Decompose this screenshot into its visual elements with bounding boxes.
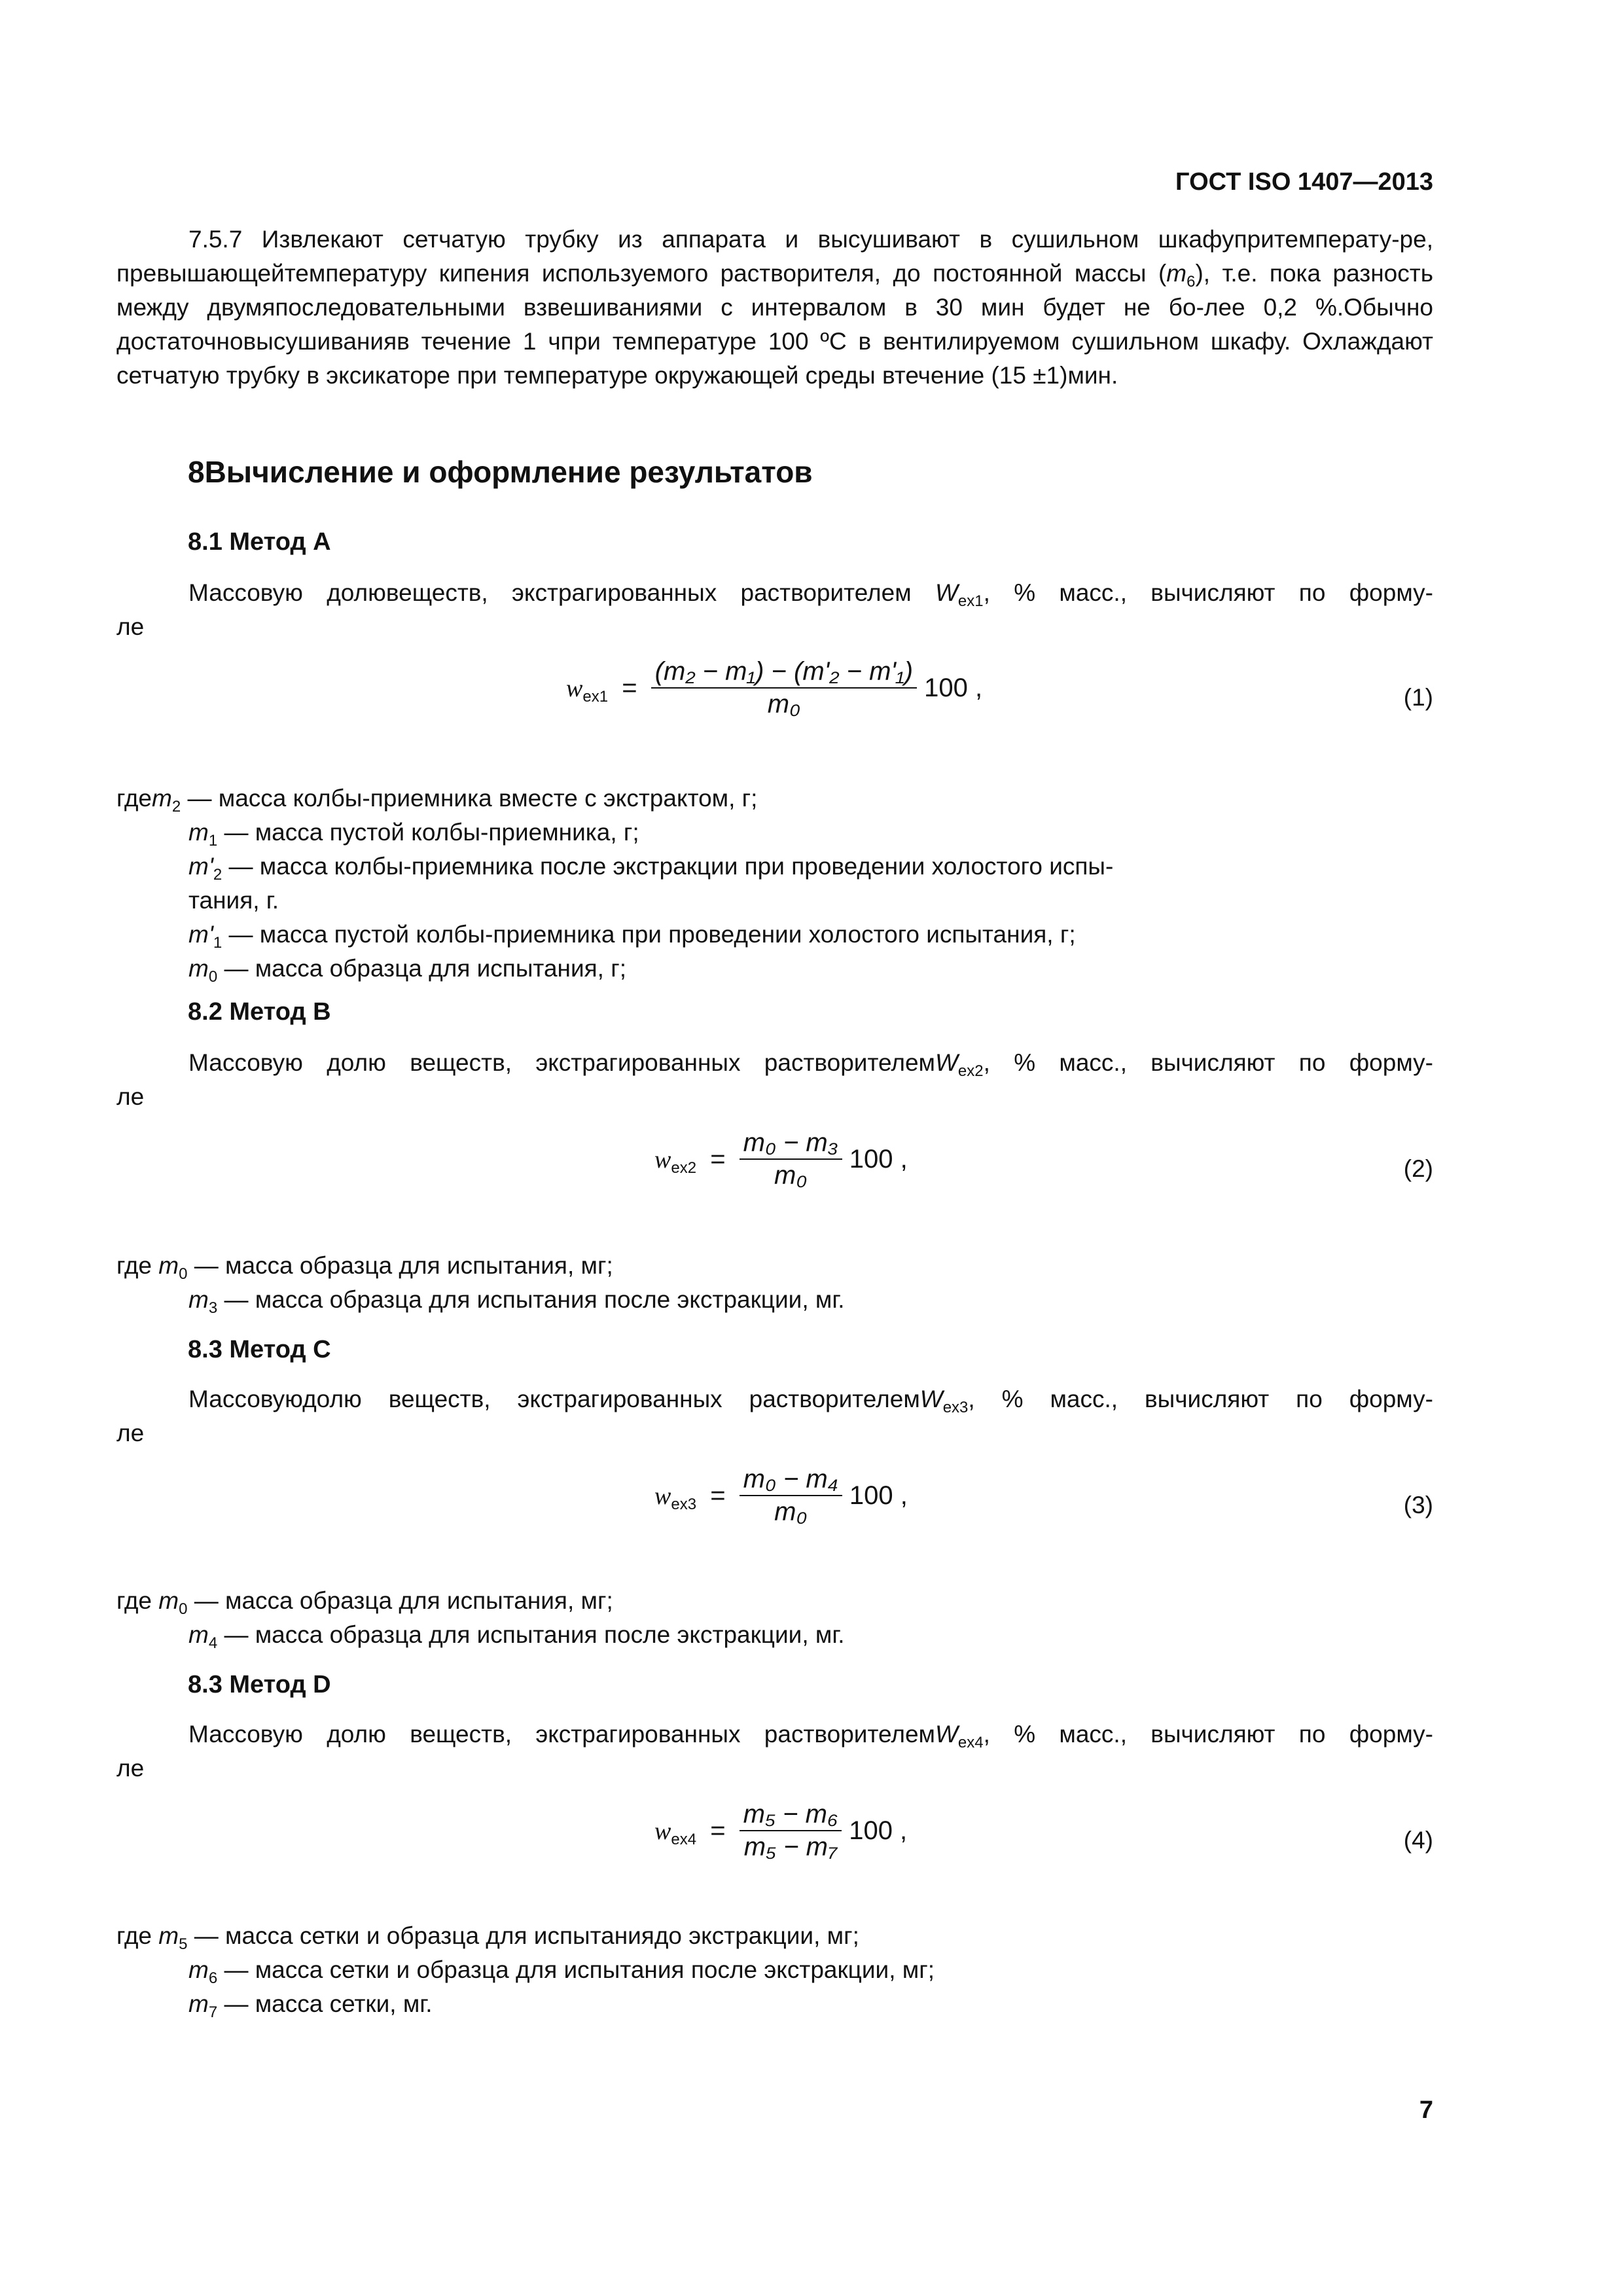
intro-word-end: ле	[116, 613, 145, 640]
method-a-title: 8.1 Метод А	[188, 528, 331, 556]
mass-fraction-symbol: W	[935, 579, 958, 606]
formula-1	[566, 656, 982, 720]
paragraph-7-5-7	[116, 223, 1433, 393]
definition-line: гдеm$_2$ — масса колбы-приемника вместе с экстрактом, г;	[116, 785, 758, 816]
formula-2: $w_{ex2}$ = $\frac{\text{m₀ − m₃}}{\text{m₀}}$ 100 ,	[654, 1128, 908, 1190]
formula-lhs-subscript: ex1	[582, 687, 609, 706]
definition-line: $m_0$ — масса образца для испытания, г;	[188, 955, 627, 986]
equation-number-1: (1)	[1403, 684, 1433, 711]
formula-lhs: w	[566, 674, 583, 702]
equation-number-3: (3)	[1403, 1492, 1433, 1518]
definition-line: где $m_5$ — масса сетки и образца для испытаниядо экстракции, мг;	[116, 1922, 859, 1953]
formula-multiplier: 100 ,	[924, 673, 983, 702]
definition-line: $m_7$ — масса сетки, мг.	[188, 1990, 433, 2021]
mass-subscript: 6	[1186, 273, 1196, 291]
formula-3: $w_{ex3}$ = $\frac{\text{m₀ − m₄}}{\text{m₀}}$ 100 ,	[654, 1465, 908, 1526]
definition-line: где $m_0$ — масса образца для испытания, мг;	[116, 1252, 613, 1283]
definition-line: $m'_2$ — масса колбы-приемника после экстракции при проведении холостого испы-	[188, 853, 1114, 884]
intro-text: Массовую долювеществ, экстрагированных растворителем	[188, 579, 935, 606]
definition-line: $m_4$ — масса образца для испытания после экстракции, мг.	[188, 1621, 845, 1652]
method-c-title: 8.3 Метод С	[188, 1336, 331, 1363]
mass-fraction-subscript: ex1	[957, 592, 984, 610]
definition-line: $m'_1$ — масса пустой колбы-приемника при проведении холостого испытания, г;	[188, 921, 1076, 952]
method-d-definitions	[116, 1919, 1433, 2021]
paragraph-text-continued: ), т.е. пока разность между двумяпоследовательными взвешиваниями с интервалом в 30 мин будет не бо-лее 0,2 %.Обычно достаточновысушиванияв течение 1 чпри температуре 100 ºС в вентилируемом сушильном шкафу. Охлаждают сетчатую трубку в эксикаторе при температуре окружающей среды втечение (15 ±1)мин.	[116, 260, 1433, 389]
method-a-intro	[116, 576, 1433, 644]
numerator: m₀ − m₃	[743, 1128, 838, 1157]
document-code: ГОСТ ISO 1407—2013	[1175, 168, 1433, 196]
mass-variable: m	[1166, 260, 1187, 287]
numerator: m₅ − m₆	[743, 1800, 838, 1829]
method-b-intro: Массовую долю веществ, экстрагированных растворителемW$_{ex2}$, % масс., вычисляют по форму- ле	[116, 1049, 1433, 1110]
method-b-title: 8.2 Метод В	[188, 998, 331, 1026]
definition-line-continued: тания, г.	[188, 887, 279, 914]
denominator: m₀	[740, 1158, 842, 1191]
definition-line: $m_1$ — масса пустой колбы-приемника, г;	[188, 819, 639, 850]
formula-4: $w_{ex4}$ = $\frac{\text{m₅ − m₆}}{\text{m₅ − m₇}}$ 100 ,	[654, 1800, 908, 1861]
method-a-definitions	[116, 781, 1433, 986]
definition-line: $m_3$ — масса образца для испытания после экстракции, мг.	[188, 1286, 845, 1317]
fraction	[740, 1127, 842, 1191]
definition-line: $m_6$ — масса сетки и образца для испытания после экстракции, мг;	[188, 1956, 935, 1987]
method-d-title: 8.3 Метод D	[188, 1671, 331, 1698]
page-number: 7	[1419, 2096, 1433, 2124]
denominator: m₅ − m₇	[740, 1830, 842, 1863]
section-8-title: 8Вычисление и оформление результатов	[188, 455, 813, 489]
denominator: m₀	[740, 1495, 842, 1528]
numerator: (m₂ − m₁) − (m'₂ − m'₁)	[654, 657, 914, 686]
intro-text-end: , % масс., вычисляют по форму-	[983, 579, 1433, 606]
equation-number-4: (4)	[1403, 1827, 1433, 1854]
fraction	[651, 656, 917, 720]
equation-number-2: (2)	[1403, 1155, 1433, 1182]
method-c-definitions	[116, 1584, 1433, 1652]
method-c-intro: Массовуюдолю веществ, экстрагированных растворителемW$_{ex3}$, % масс., вычисляют по форму- ле	[116, 1386, 1433, 1446]
fraction	[740, 1799, 842, 1863]
method-d-intro: Массовую долю веществ, экстрагированных растворителемW$_{ex4}$, % масс., вычисляют по форму- ле	[116, 1721, 1433, 1782]
method-b-definitions	[116, 1249, 1433, 1317]
paragraph-text: 7.5.7 Извлекают сетчатую трубку из аппарата и высушивают в сушильном шкафупритемперату-ре, превышающейтемпературу кипения используемого растворителя, до постоянной массы (	[116, 226, 1433, 287]
equals-sign: =	[622, 673, 637, 702]
definition-line: где $m_0$ — масса образца для испытания, мг;	[116, 1587, 613, 1618]
numerator: m₀ − m₄	[743, 1465, 838, 1494]
fraction	[740, 1463, 842, 1528]
denominator: m₀	[651, 687, 917, 720]
